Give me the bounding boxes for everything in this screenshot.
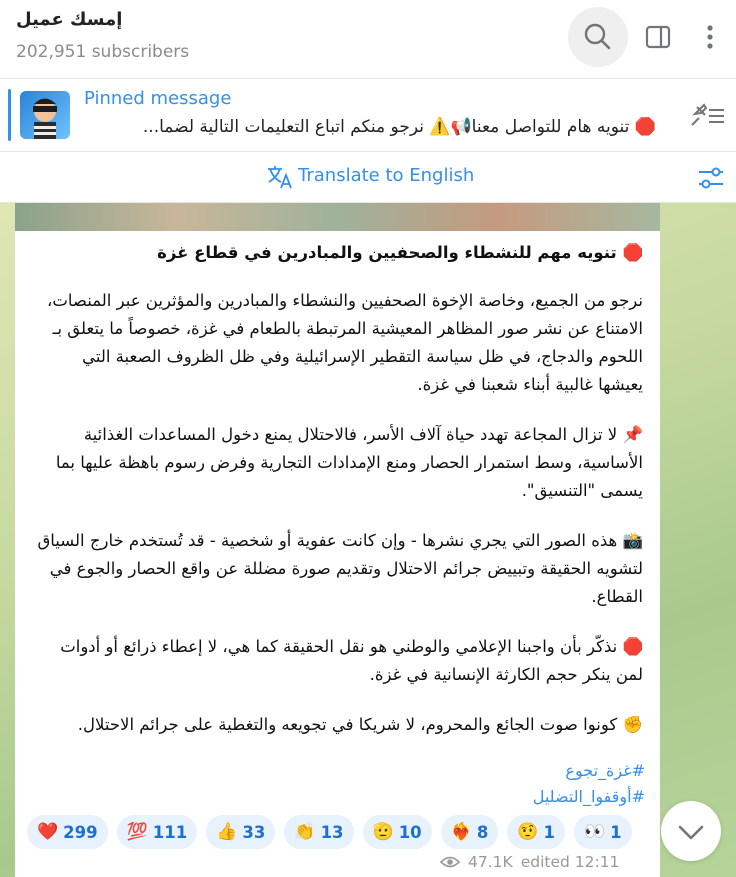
reaction-heart-fire[interactable] (441, 815, 499, 849)
pinned-indicator (8, 89, 11, 141)
reaction-hundred[interactable] (117, 815, 198, 849)
chevron-down-icon (661, 801, 721, 861)
clapping-hands-icon: 👏 (294, 822, 316, 842)
edited-time: edited 12:11 (520, 853, 620, 871)
sidebar-toggle-icon[interactable] (644, 23, 672, 51)
message-media[interactable] (15, 203, 660, 231)
reaction-count: 1 (610, 822, 622, 842)
message-paragraph: 📌 لا تزال المجاعة تهدد حياة آلاف الأسر، فالاحتلال يمنع دخول المساعدات الغذائية الأساسية، وسط استمرار الحصار ومنع الإمدادات التجارية وفرض رسوم باهظة عليها بما يسمى "التنسيق". (55, 425, 643, 500)
chat-area (0, 203, 736, 877)
thumbs-up-icon: 👍 (216, 822, 238, 842)
translate-icon (266, 164, 294, 190)
search-icon (568, 7, 628, 67)
reaction-thumbs-up[interactable] (206, 815, 275, 849)
more-vertical-icon[interactable] (700, 22, 720, 52)
reaction-count: 299 (63, 822, 98, 842)
translate-button[interactable]: Translate to English (298, 165, 475, 186)
reaction-count: 10 (398, 822, 422, 842)
translate-bar (0, 152, 736, 203)
eyes-icon: 👀 (583, 822, 606, 842)
reaction-raised-eyebrow[interactable] (507, 815, 565, 849)
heart-on-fire-icon: ❤️‍🔥 (450, 822, 472, 842)
message-bubble[interactable] (15, 203, 660, 877)
thief-avatar-icon (20, 91, 70, 139)
reaction-count: 111 (152, 822, 188, 842)
channel-header (0, 0, 736, 79)
channel-title[interactable]: إمسك عميل (16, 9, 123, 30)
pinned-message-bar[interactable] (0, 79, 736, 152)
hundred-icon: 💯 (126, 822, 148, 842)
message-paragraph: ✊ كونوا صوت الجائع والمحروم، لا شريكا في تجويعه والتغطية على جرائم الاحتلال. (77, 715, 643, 734)
reaction-heart[interactable] (27, 815, 108, 849)
hashtags (35, 758, 645, 810)
eye-icon (440, 855, 460, 869)
message-meta (440, 853, 619, 871)
reaction-count: 13 (320, 822, 344, 842)
heart-icon: ❤️ (37, 822, 59, 842)
raised-eyebrow-icon: 🤨 (517, 822, 539, 842)
subscriber-count: 202,951 subscribers (16, 42, 190, 62)
reaction-count: 8 (476, 822, 489, 842)
pinned-label: Pinned message (84, 88, 232, 109)
message-paragraph: 📸 هذه الصور التي يجري نشرها - وإن كانت عفوية أو شخصية - قد تُستخدم خارج السياق لتشويه الحقيقة وتبييض جرائم الاحتلال وتقديم صورة مضللة عن واقع الحصار والجوع في القطاع. (37, 531, 643, 606)
reaction-eyes[interactable] (574, 815, 632, 849)
pinned-list-icon[interactable] (688, 101, 728, 129)
message-text (35, 239, 643, 761)
scroll-down-button[interactable] (661, 801, 721, 861)
reaction-clap[interactable] (284, 815, 353, 849)
hashtag-link[interactable]: #أوقفوا_التضليل (532, 787, 645, 806)
message-paragraph: 🛑 نذكّر بأن واجبنا الإعلامي والوطني هو نقل الحقيقة كما هي، لا إعطاء ذرائع أو أدوات لمن ينكر حجم الكارثة الإنسانية في غزة. (60, 637, 643, 684)
reaction-count: 1 (543, 822, 555, 842)
reactions-bar (27, 815, 647, 851)
reaction-count: 33 (242, 822, 266, 842)
message-paragraph: نرجو من الجميع، وخاصة الإخوة الصحفيين والنشطاء والمبادرين والمؤثرين عبر المنصات، الامتناع عن نشر صور المظاهر المعيشية المرتبطة بالطعام في غزة، خصوصاً ما يتعلق بـ اللحوم والدجاج، في ظل سياسة التقطير الإسرائيلية وفي ظل الظروف الصعبة التي يعيشها غالبية أبناء شعبنا في غزة. (47, 291, 643, 394)
hashtag-link[interactable]: #غزة_تجوع (565, 761, 645, 780)
view-count: 47.1K (468, 853, 513, 871)
salute-icon: 🫡 (372, 822, 394, 842)
search-button[interactable] (568, 7, 628, 67)
pinned-thumbnail (20, 91, 70, 139)
message-heading: 🛑 تنويه مهم للنشطاء والصحفيين والمبادرين في قطاع غزة (157, 243, 643, 262)
translate-settings-icon[interactable] (696, 165, 726, 191)
reaction-salute[interactable] (363, 815, 432, 849)
pinned-preview: 🛑 تنويه هام للتواصل معنا📢⚠️ نرجو منكم اتباع التعليمات التالية لضما... (142, 117, 656, 137)
